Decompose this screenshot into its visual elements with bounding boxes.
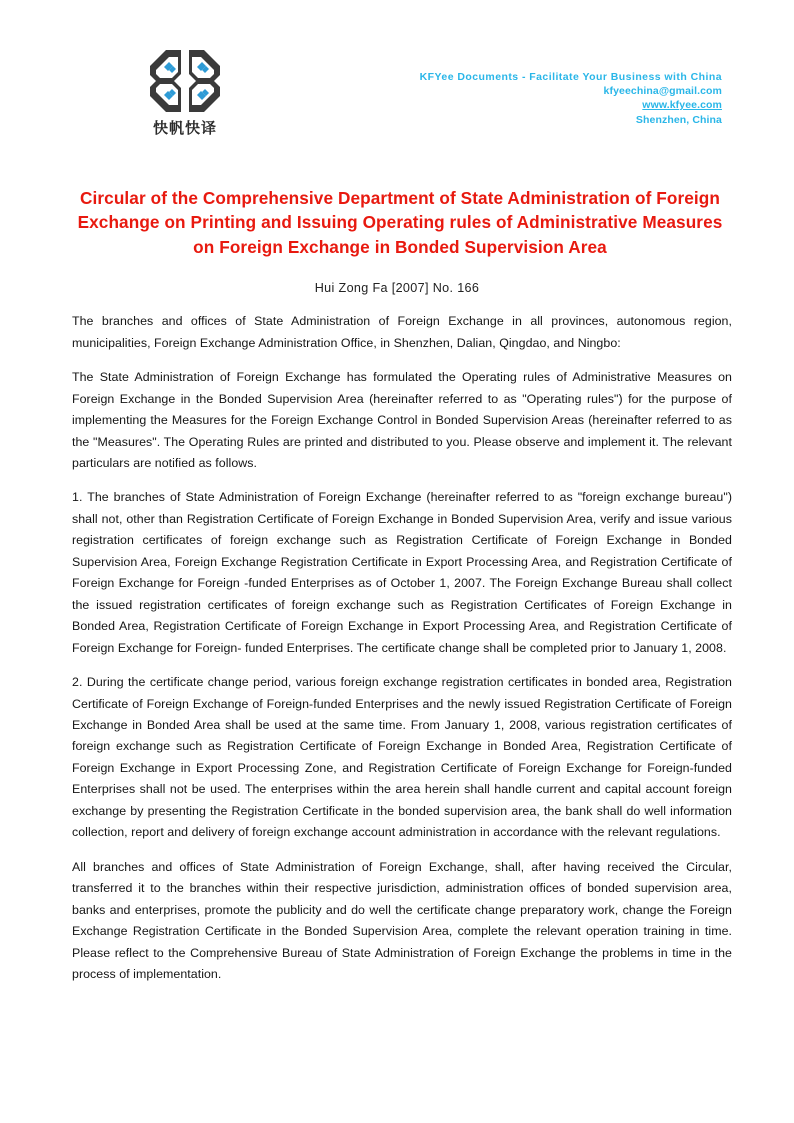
page-title: Circular of the Comprehensive Department of State Administration of Foreign Exchange on Printing and Issuing Operating rules of Administrative Measures on Foreign Exchange in Bonded Supervision Area — [77, 188, 723, 257]
contact-email[interactable]: kfyeechina@gmail.com — [603, 85, 722, 98]
contact-location: Shenzhen, China — [635, 113, 722, 126]
paragraph-item-2: 2. During the certificate change period, various foreign exchange registration certificates in bonded area, Registration Certificate of Foreign Exchange of Foreign-funded Enterprises and the newly issued Registration Certificate of Foreign Exchange in Bonded Area shall be used at the same time. From January 1, 2008, various registration certificates of foreign exchange such as Registration Certificate of Foreign Exchange in Bonded Area, Registration Certificate of Foreign Exchange in Export Processing Zone, and Registration Certificate of Foreign Exchange for Foreign-funded Enterprises shall not be used. The enterprises within the area herein shall handle current and capital account foreign exchange by presenting the Registration Certificate in the bonded supervision area, the bank shall do well information collection, report and delivery of foreign exchange account administration in accordance with the relevant regulations. — [72, 675, 732, 840]
contact-info — [420, 44, 722, 127]
document-number: Hui Zong Fa [2007] No. 166 — [314, 281, 480, 296]
paragraph-closing: All branches and offices of State Administration of Foreign Exchange, shall, after having received the Circular, transferred it to the branches within their respective jurisdiction, administration offices of bonded supervision area, banks and enterprises, promote the publicity and do well the certificate change preparatory work, change the Foreign Exchange Registration Certificate in the Bonded Supervision Area, complete the relevant operation training in time. Please reflect to the Comprehensive Bureau of State Administration of Foreign Exchange the problems in time in the process of implementation. — [72, 859, 732, 981]
document-body — [0, 295, 794, 985]
paragraph-addressee: The branches and offices of State Administration of Foreign Exchange in all provinces, autonomous region, municipalities, Foreign Exchange Administration Office, in Shenzhen, Dalian, Qingdao, and Ningbo: — [72, 314, 732, 350]
paragraph-item-1: 1. The branches of State Administration of Foreign Exchange (hereinafter referred to as "foreign exchange bureau") shall not, other than Registration Certificate of Foreign Exchange in Bonded Supervision Area, verify and issue various registration certificates of foreign exchange such as Registration Certificate of Foreign Exchange in Bonded Supervision Area, Foreign Exchange Registration Certificate in Export Processing Area, and Registration Certificate of Foreign Exchange for Foreign -funded Enterprises as of October 1, 2007. The Foreign Exchange Bureau shall collect the issued registration certificates of foreign exchange such as Registration Certificates of Foreign Exchange in Bonded Area, Registration Certificate of Foreign Exchange in Export Processing Area, and Registration Certificate of Foreign Exchange for Foreign- funded Enterprises. The certificate change shall be completed prior to January 1, 2008. — [72, 490, 732, 655]
page-header — [0, 0, 794, 154]
company-tagline: KFYee Documents - Facilitate Your Business with China — [419, 71, 722, 83]
clover-four-petal-logo-icon — [147, 44, 223, 118]
contact-website-link[interactable]: www.kfyee.com — [642, 99, 722, 112]
paragraph-preamble: The State Administration of Foreign Exchange has formulated the Operating rules of Administrative Measures on Foreign Exchange in the Bonded Supervision Area (hereinafter referred to as "Operating rules") for the purpose of implementing the Measures for the Foreign Exchange Control in Bonded Supervision Areas (hereinafter referred to as the "Measures". The Operating Rules are printed and distributed to you. Please observe and implement it. The relevant particulars are notified as follows. — [72, 370, 732, 470]
company-logo — [110, 44, 260, 136]
logo-chinese-name: 快帆快译 — [152, 119, 217, 137]
